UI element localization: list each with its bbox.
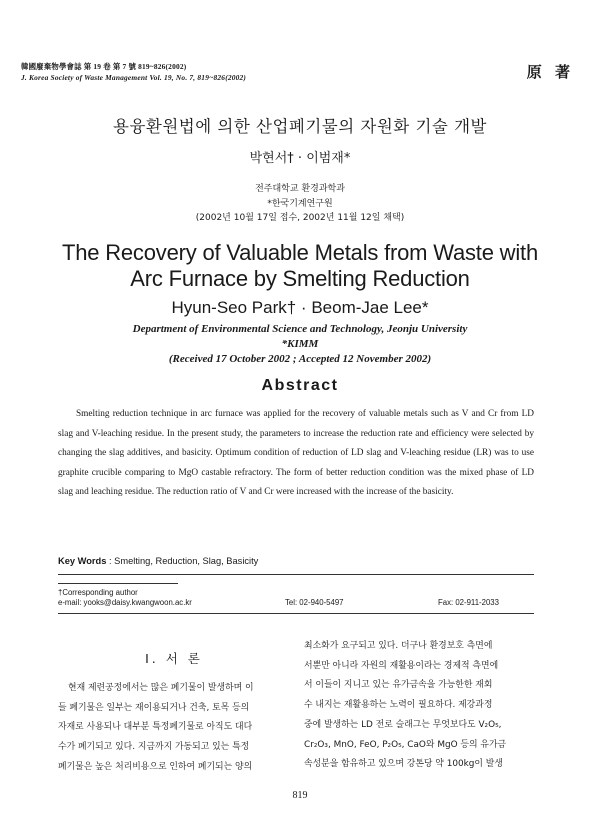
author-fax: Fax: 02-911-2033 <box>438 598 499 607</box>
body-line: 중에 발생하는 LD 전로 슬래그는 무엇보다도 V₂O₅, <box>304 719 502 730</box>
abstract-heading: Abstract <box>261 377 339 394</box>
journal-header-english: J. Korea Society of Waste Management Vol. 19, No. 7, 819~826(2002) <box>21 73 247 82</box>
body-line: 들 폐기물은 일부는 재이용되거나 건축, 토목 등의 <box>58 702 250 713</box>
footnote-divider <box>58 583 178 584</box>
english-authors: Hyun-Seo Park† · Beom-Jae Lee* <box>171 298 429 317</box>
keywords <box>58 556 258 566</box>
korean-affiliation-1: 전주대학교 환경과학과 <box>255 184 345 194</box>
journal-header-korean: 韓國廢棄物學會誌 第 19 卷 第 7 號 819~826(2002) <box>21 62 187 71</box>
english-affiliation-2: *KIMM <box>281 338 319 350</box>
body-line: 서 이들이 지니고 있는 유가금속을 가능한한 재회 <box>304 680 493 691</box>
author-email: e-mail: yooks@daisy.kwangwoon.ac.kr <box>58 598 192 607</box>
english-affiliation-1: Department of Environmental Science and Technology, Jeonju University <box>132 323 468 335</box>
keywords-text: : Smelting, Reduction, Slag, Basicity <box>109 556 259 566</box>
english-title-line-2: Arc Furnace by Smelting Reduction <box>130 266 470 291</box>
body-line: 속성분을 함유하고 있으며 강톤당 약 100kg이 발생 <box>304 759 503 770</box>
korean-dates: (2002년 10월 17일 접수, 2002년 11월 12일 채택) <box>195 213 405 223</box>
section-heading: Ⅰ. 서 론 <box>145 651 203 666</box>
body-line: 서뿐만 아니라 자원의 재활용이라는 경제적 측면에 <box>304 660 499 671</box>
body-column-left <box>58 679 290 778</box>
body-line: 폐기물은 높은 처리비용으로 인하여 폐기되는 양의 <box>58 761 253 772</box>
body-line: 수가 폐기되고 있다. 지금까지 가동되고 있는 특정 <box>58 742 250 753</box>
body-line: Cr₂O₃, MnO, FeO, P₂O₅, CaO와 MgO 등의 유가금 <box>304 739 507 750</box>
divider <box>58 613 534 614</box>
body-line: 자재로 사용되나 대부분 특정폐기물로 아직도 대다 <box>58 722 253 733</box>
korean-affiliation-2: *한국기계연구원 <box>267 199 333 209</box>
body-line: 최소화가 요구되고 있다. 더구나 환경보호 측면에 <box>304 641 493 651</box>
keywords-label: Key Words <box>58 556 107 566</box>
english-title-line-1: The Recovery of Valuable Metals from Waste with <box>61 240 538 265</box>
korean-title: 용융환원법에 의한 산업폐기물의 자원화 기술 개발 <box>113 117 487 136</box>
body-line: 현재 제련공정에서는 많은 폐기물이 발생하며 이 <box>68 683 254 693</box>
article-type-label: 原 著 <box>526 63 574 81</box>
english-dates: (Received 17 October 2002 ; Accepted 12 November 2002) <box>168 353 432 365</box>
author-tel: Tel: 02-940-5497 <box>285 598 344 607</box>
page-number: 819 <box>292 790 308 801</box>
body-line: 수 내지는 재활용하는 노력이 필요하다. 제강과정 <box>304 700 493 711</box>
divider <box>58 574 534 575</box>
body-column-right <box>304 637 534 775</box>
korean-authors: 박현서† · 이범재* <box>249 151 351 166</box>
abstract-text: Smelting reduction technique in arc furnace was applied for the recovery of valuable metals such as V and Cr from LD slag and V-leaching residue. In the present study, the parameters to increase the reduction rate and efficiency were selected by changing the slag additives, and basicity. Optimum condition of reduction of LD slag and V-leaching residue (LR) was to use graphite crucible comparing to MgO castable refractory. The form of better reduction condition was the mixed phase of LD slag and leaching residue. The reduction ratio of V and Cr were increased with the increase of the basicity. <box>58 409 534 498</box>
corresponding-author-note: †Corresponding author <box>58 588 138 597</box>
